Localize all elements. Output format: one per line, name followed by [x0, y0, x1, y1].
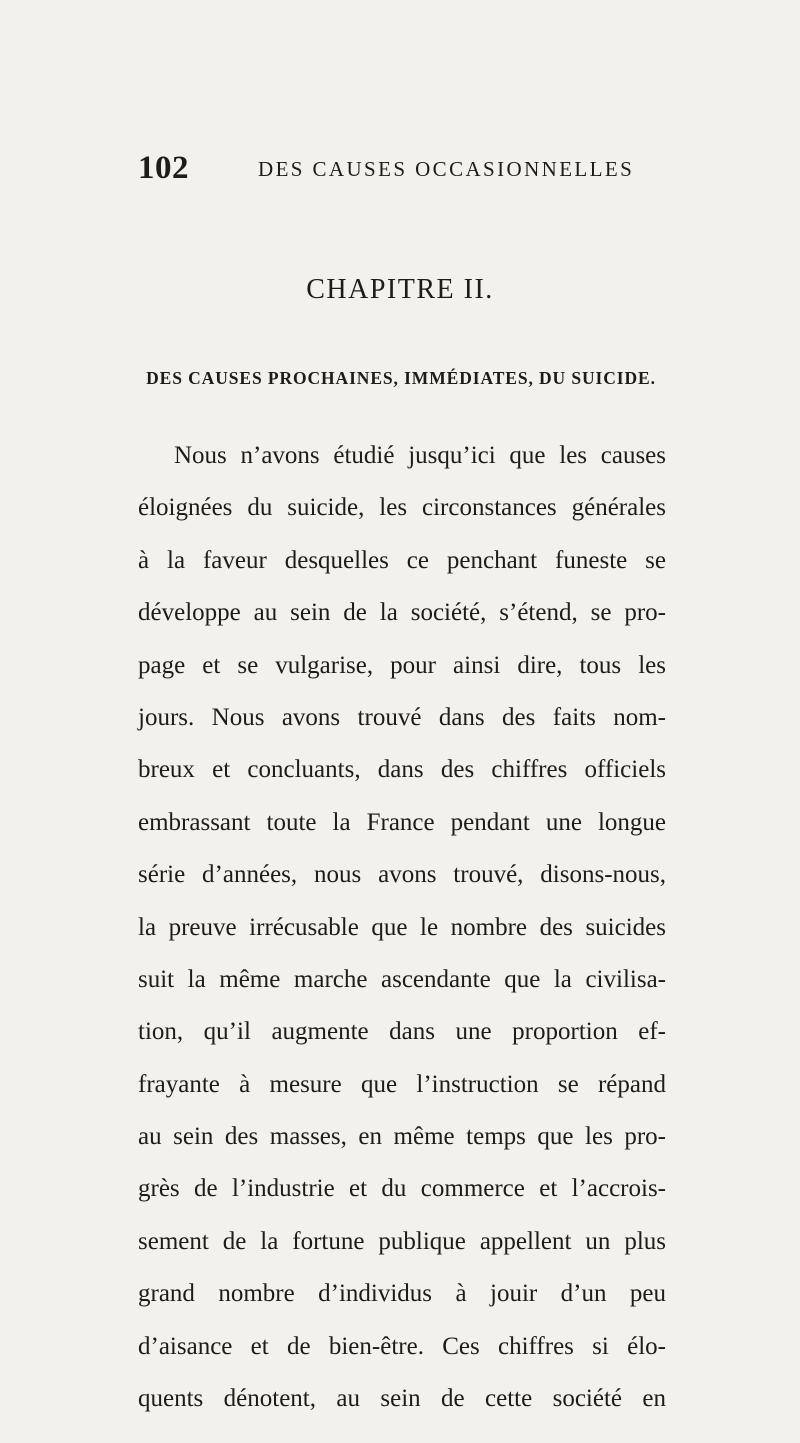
chapter-title: CHAPITRE II. — [306, 274, 494, 305]
text-line: breux et concluants, dans des chiffres officiels — [138, 756, 666, 784]
text-line: suit la même marche ascendante que la civilisa- — [138, 965, 666, 993]
text-line: tion, qu’il augmente dans une proportion ef- — [138, 1018, 666, 1046]
text-line: d’aisance et de bien-être. Ces chiffres si élo- — [138, 1332, 666, 1360]
page-number: 102 — [138, 150, 189, 186]
text-line: éloignées du suicide, les circonstances générales — [138, 494, 666, 522]
chapter-subtitle: DES CAUSES PROCHAINES, IMMÉDIATES, DU SUICIDE. — [146, 368, 656, 388]
body-paragraph — [138, 430, 666, 1425]
text-line: grès de l’industrie et du commerce et l’accrois- — [138, 1175, 666, 1203]
text-line: embrassant toute la France pendant une longue — [138, 808, 666, 836]
running-head — [138, 148, 658, 188]
text-line: au sein des masses, en même temps que les pro- — [138, 1123, 666, 1151]
text-line: série d’années, nous avons trouvé, disons-nous, — [138, 861, 666, 889]
running-title: DES CAUSES OCCASIONNELLES — [258, 157, 635, 181]
text-line: Nous n’avons étudié jusqu’ici que les causes — [174, 442, 666, 469]
text-line: jours. Nous avons trouvé dans des faits nom- — [138, 703, 666, 731]
text-line: la preuve irrécusable que le nombre des suicides — [138, 913, 666, 941]
text-line: quents dénotent, au sein de cette société en — [138, 1385, 666, 1413]
text-line: à la faveur desquelles ce penchant funeste se — [138, 546, 666, 574]
text-line: page et se vulgarise, pour ainsi dire, tous les — [138, 651, 666, 679]
text-line: frayante à mesure que l’instruction se répand — [138, 1070, 666, 1098]
text-line: grand nombre d’individus à jouir d’un peu — [138, 1280, 666, 1308]
text-line: développe au sein de la société, s’étend, se pro- — [138, 599, 666, 627]
text-line: sement de la fortune publique appellent un plus — [138, 1227, 666, 1255]
